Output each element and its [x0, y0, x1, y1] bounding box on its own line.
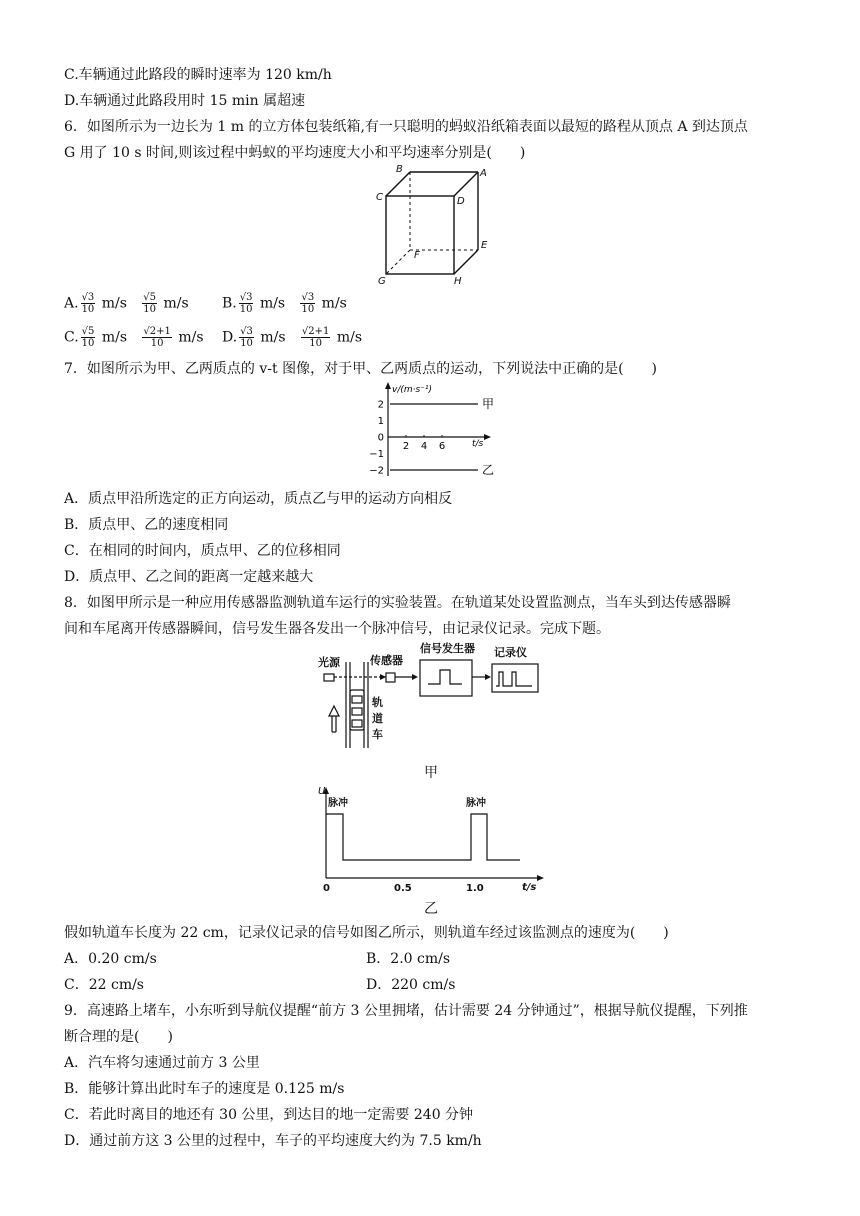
- vt-x-label: t/s: [472, 439, 484, 449]
- q7-option-b: B．质点甲、乙的速度相同: [64, 517, 229, 533]
- cube-label-d: D: [457, 196, 465, 207]
- figure-caption-jia: 甲: [424, 765, 438, 781]
- q6-option-d: D. $\frac{√3}{10}$ m/s $\frac{√2+1}{10}$ m/s: [222, 326, 363, 349]
- q7-option-c: C．在相同的时间内，质点甲、乙的位移相同: [64, 543, 341, 559]
- q8-stem-line1: 8．如图甲所示是一种应用传感器监测轨道车运行的实验装置。在轨道某处设置监测点，当车头到达传感器瞬: [64, 595, 731, 611]
- cube-label-f: F: [414, 250, 420, 261]
- cube-label-e: E: [481, 240, 488, 251]
- q5-option-c: C.车辆通过此路段的瞬时速率为 120 km/h: [64, 67, 332, 83]
- vt-series-label-2: 乙: [482, 463, 495, 477]
- q9-option-c: C．若此时离目的地还有 30 公里，到达目的地一定需要 240 分钟: [64, 1107, 474, 1123]
- q7-option-a: A．质点甲沿所选定的正方向运动，质点乙与甲的运动方向相反: [64, 491, 453, 507]
- pulse-y-label: U: [318, 786, 326, 797]
- signal-generator-label: 信号发生器: [420, 642, 475, 655]
- sensor-box: [386, 673, 395, 682]
- cube-label-c: C: [376, 192, 383, 203]
- cube-label-b: B: [396, 164, 403, 175]
- q7-option-d: D．质点甲、乙之间的距离一定越来越大: [64, 569, 314, 585]
- vt-y-tick-label: 1: [377, 416, 384, 427]
- q6-option-b: B. $\frac{√3}{10}$ m/s $\frac{√3}{10}$ m/s: [222, 292, 347, 315]
- pulse-2-label: 脉冲: [466, 798, 486, 809]
- recorder-label: 记录仪: [494, 646, 527, 659]
- q8-question: 假如轨道车长度为 22 cm，记录仪记录的信号如图乙所示，则轨道车经过该监测点的速度为( ): [64, 925, 669, 941]
- q6-stem-line1: 6．如图所示为一边长为 1 m 的立方体包装纸箱,有一只聪明的蚂蚁沿纸箱表面以最短的路程从顶点 A 到达顶点: [64, 119, 748, 135]
- vt-chart: [360, 380, 500, 480]
- q8-option-a: A．0.20 cm/s: [64, 951, 157, 967]
- vt-y-tick-label: −2: [369, 465, 384, 477]
- q9-stem-line2: 断合理的是( ): [64, 1029, 173, 1045]
- signal-generator-box: [420, 660, 472, 696]
- vt-x-tick-label: 4: [420, 441, 428, 452]
- cube-label-a: A: [480, 168, 487, 179]
- sensor-apparatus-diagram: [316, 640, 556, 750]
- track-car-label-1: 轨: [372, 696, 383, 709]
- vt-x-tick-label: 2: [402, 441, 410, 452]
- pulse-1-label: 脉冲: [328, 798, 348, 809]
- vt-x-arrow: [484, 434, 491, 440]
- q8-option-c: C．22 cm/s: [64, 977, 144, 993]
- q7-stem: 7．如图所示为甲、乙两质点的 v-t 图像，对于甲、乙两质点的运动，下列说法中正确的是( ): [64, 361, 657, 377]
- q8-option-d: D．220 cm/s: [366, 977, 456, 993]
- q8-option-b: B．2.0 cm/s: [366, 951, 451, 967]
- figure-caption-yi: 乙: [424, 901, 438, 917]
- pulse-tick-0: 0: [323, 883, 330, 894]
- sensor-label: 传感器: [370, 654, 403, 667]
- vt-y-arrow: [385, 382, 391, 389]
- q9-stem-line1: 9．高速路上堵车，小东听到导航仪提醒“前方 3 公里拥堵，估计需要 24 分钟通过”，根据导航仪提醒，下列推: [64, 1003, 748, 1019]
- vt-y-tick-label: −1: [369, 449, 384, 460]
- q5-option-d: D.车辆通过此路段用时 15 min 属超速: [64, 93, 306, 109]
- pulse-tick-10: 1.0: [466, 883, 484, 894]
- pulse-x-label: t/s: [522, 882, 537, 893]
- direction-arrow-icon: [329, 706, 339, 716]
- pulse-chart: [306, 784, 554, 894]
- vt-series-label-1: 甲: [482, 397, 495, 411]
- q9-option-d: D．通过前方这 3 公里的过程中，车子的平均速度大约为 7.5 km/h: [64, 1133, 482, 1149]
- pulse-signal: [326, 814, 520, 860]
- q8-stem-line2: 间和车尾离开传感器瞬间，信号发生器各发出一个脉冲信号，由记录仪记录。完成下题。: [64, 621, 610, 637]
- vt-y-tick-label: 0: [377, 432, 384, 444]
- q6-stem-line2: G 用了 10 s 时间,则该过程中蚂蚁的平均速度大小和平均速率分别是( ): [64, 145, 526, 161]
- cube-label-g: G: [378, 276, 386, 284]
- track-car-label-3: 车: [372, 728, 383, 741]
- q9-option-b: B．能够计算出此时车子的速度是 0.125 m/s: [64, 1081, 345, 1097]
- vt-y-tick-label: 2: [377, 399, 384, 411]
- light-source-label: 光源: [318, 656, 340, 669]
- pulse-tick-05: 0.5: [394, 883, 412, 894]
- light-source-box: [324, 674, 334, 681]
- vt-x-tick-label: 6: [438, 441, 446, 452]
- q9-option-a: A．汽车将匀速通过前方 3 公里: [64, 1055, 260, 1071]
- q6-option-c: C. $\frac{√5}{10}$ m/s $\frac{√2+1}{10}$ m/s: [64, 326, 204, 349]
- cube-label-h: H: [454, 276, 462, 284]
- track-car-label-2: 道: [372, 712, 383, 725]
- q6-option-a: A. $\frac{√3}{10}$ m/s $\frac{√5}{10}$ m/s: [64, 292, 189, 315]
- vt-y-label: v/(m·s⁻¹): [392, 385, 433, 395]
- cube-figure: [370, 162, 500, 284]
